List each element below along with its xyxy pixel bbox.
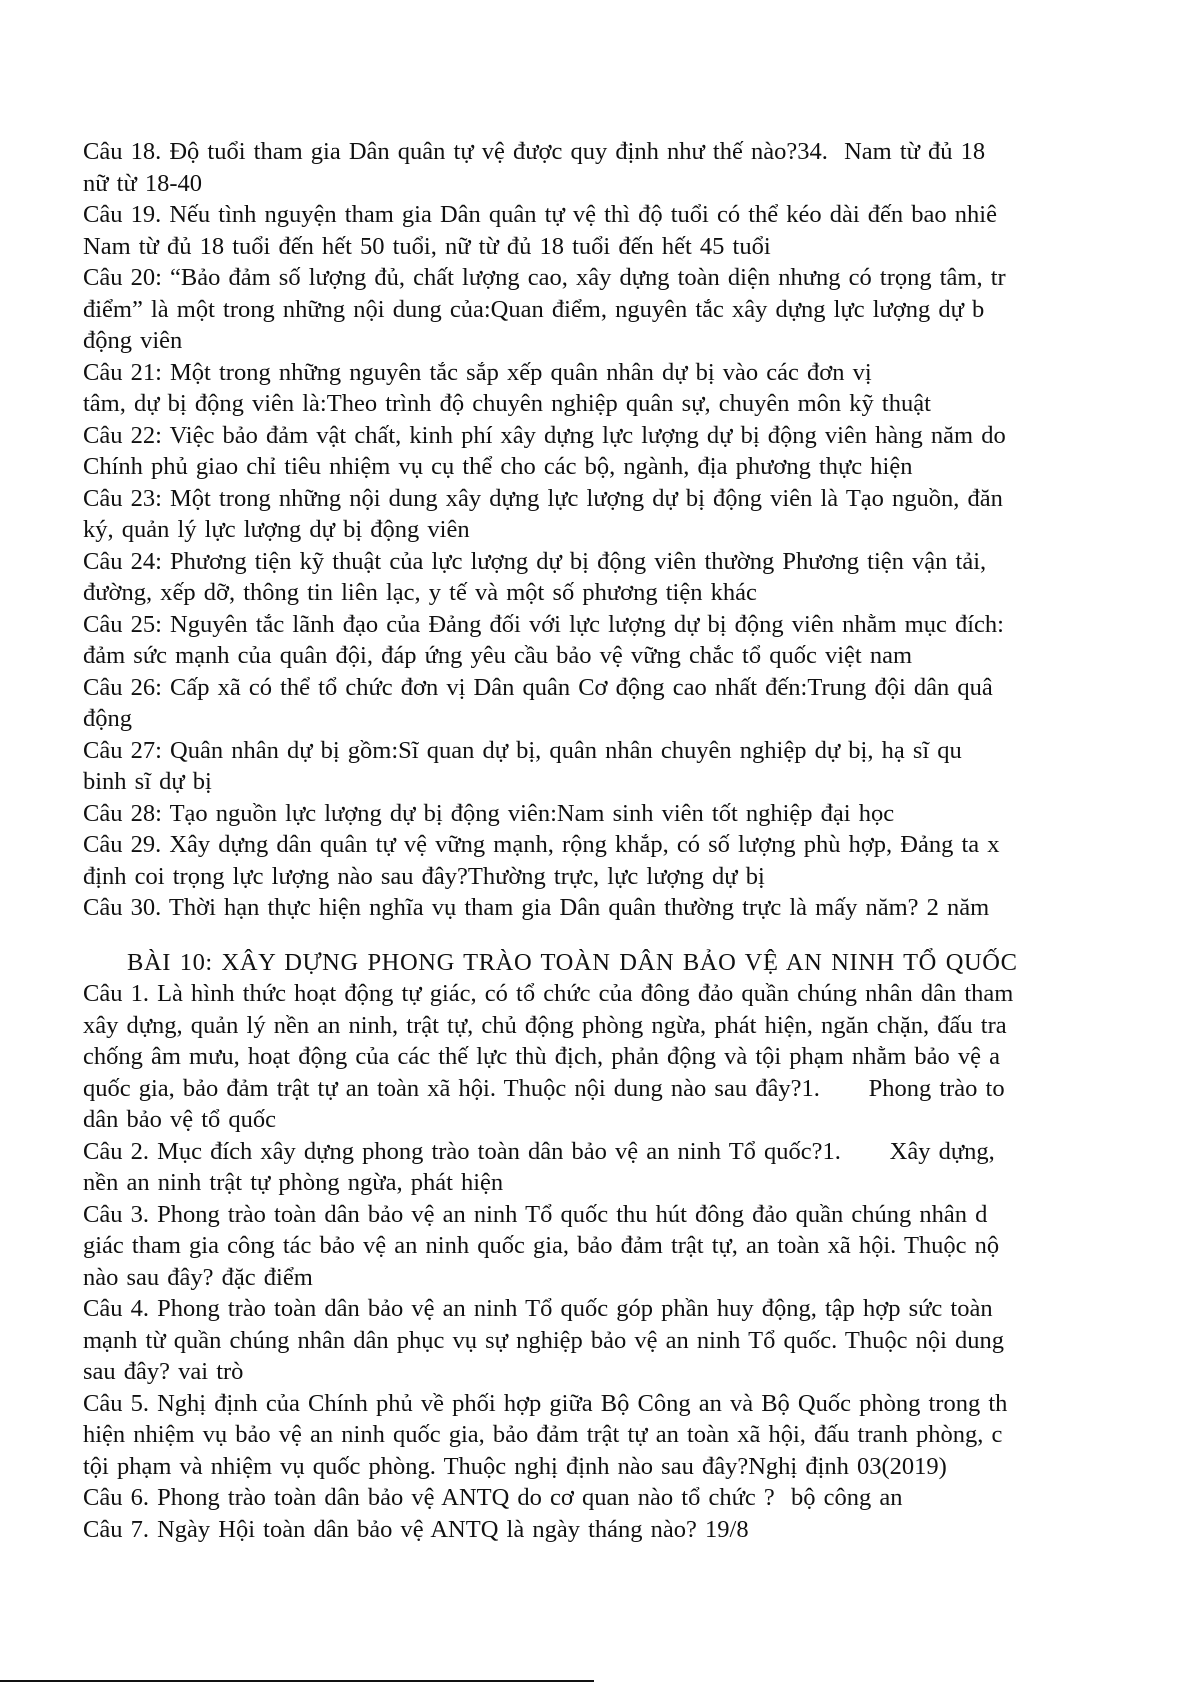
text-line: xây dựng, quản lý nền an ninh, trật tự, chủ động phòng ngừa, phát hiện, ngăn chặn, đấu tra <box>83 1011 1007 1039</box>
text-line: Câu 24: Phương tiện kỹ thuật của lực lượng dự bị động viên thường Phương tiện vận tải, <box>83 547 987 575</box>
text-line: Câu 2. Mục đích xây dựng phong trào toàn dân bảo vệ an ninh Tổ quốc?1. Xây dựng, <box>83 1137 995 1165</box>
text-line: Câu 23: Một trong những nội dung xây dựng lực lượng dự bị động viên là Tạo nguồn, đăn <box>83 484 1003 512</box>
text-line: Câu 5. Nghị định của Chính phủ về phối hợp giữa Bộ Công an và Bộ Quốc phòng trong th <box>83 1389 1008 1417</box>
text-line: Câu 7. Ngày Hội toàn dân bảo vệ ANTQ là ngày tháng nào? 19/8 <box>83 1515 749 1543</box>
text-line: hiện nhiệm vụ bảo vệ an ninh quốc gia, bảo đảm trật tự an toàn xã hội, đấu tranh phòng, c <box>83 1421 1003 1448</box>
text-line: nữ từ 18-40 <box>83 169 203 197</box>
text-line: Nam từ đủ 18 tuổi đến hết 50 tuổi, nữ từ đủ 18 tuổi đến hết 45 tuổi <box>83 232 771 260</box>
text-line: chống âm mưu, hoạt động của các thế lực thù địch, phản động và tội phạm nhằm bảo vệ a <box>83 1043 1001 1070</box>
text-line: Câu 19. Nếu tình nguyện tham gia Dân quân tự vệ thì độ tuổi có thể kéo dài đến bao nhiê <box>83 201 997 228</box>
text-line: Câu 3. Phong trào toàn dân bảo vệ an ninh Tổ quốc thu hút đông đảo quần chúng nhân d <box>83 1200 988 1228</box>
document-body <box>83 136 1191 1545</box>
text-line: nền an ninh trật tự phòng ngừa, phát hiện <box>83 1169 504 1196</box>
text-line: mạnh từ quần chúng nhân dân phục vụ sự nghiệp bảo vệ an ninh Tổ quốc. Thuộc nội dung <box>83 1326 1005 1354</box>
text-line: binh sĩ dự bị <box>83 768 212 795</box>
text-line: sau đây? vai trò <box>83 1358 244 1385</box>
text-line: động <box>83 705 132 732</box>
text-line: Câu 26: Cấp xã có thể tổ chức đơn vị Dân quân Cơ động cao nhất đến:Trung đội dân quâ <box>83 673 993 701</box>
text-line: Chính phủ giao chỉ tiêu nhiệm vụ cụ thể cho các bộ, ngành, địa phương thực hiện <box>83 453 913 480</box>
text-line: đường, xếp dỡ, thông tin liên lạc, y tế và một số phương tiện khác <box>83 579 757 606</box>
text-line: dân bảo vệ tổ quốc <box>83 1106 277 1133</box>
text-line: Câu 30. Thời hạn thực hiện nghĩa vụ tham gia Dân quân thường trực là mấy năm? 2 năm <box>83 894 990 921</box>
text-line: giác tham gia công tác bảo vệ an ninh quốc gia, bảo đảm trật tự, an toàn xã hội. Thuộc nộ <box>83 1232 1000 1259</box>
text-line: Câu 25: Nguyên tắc lãnh đạo của Đảng đối với lực lượng dự bị động viên nhằm mục đích: <box>83 610 1004 638</box>
section-heading: BÀI 10: XÂY DỰNG PHONG TRÀO TOÀN DÂN BẢO VỆ AN NINH TỔ QUỐC <box>127 948 1018 976</box>
blank-line <box>83 924 1191 947</box>
text-line: nào sau đây? đặc điểm <box>83 1263 313 1291</box>
text-line: đảm sức mạnh của quân đội, đáp ứng yêu cầu bảo vệ vững chắc tổ quốc việt nam <box>83 642 913 669</box>
footer-rule <box>0 1680 594 1682</box>
text-line: Câu 1. Là hình thức hoạt động tự giác, có tổ chức của đông đảo quần chúng nhân dân tham <box>83 980 1014 1007</box>
text-line: Câu 22: Việc bảo đảm vật chất, kinh phí xây dựng lực lượng dự bị động viên hàng năm do <box>83 421 1006 449</box>
text-line: Câu 21: Một trong những nguyên tắc sắp xếp quân nhân dự bị vào các đơn vị <box>83 358 872 386</box>
text-line: định coi trọng lực lượng nào sau đây?Thường trực, lực lượng dự bị <box>83 862 765 890</box>
text-line: Câu 28: Tạo nguồn lực lượng dự bị động viên:Nam sinh viên tốt nghiệp đại học <box>83 799 895 827</box>
text-line: Câu 20: “Bảo đảm số lượng đủ, chất lượng cao, xây dựng toàn diện nhưng có trọng tâm, tr <box>83 264 1006 291</box>
text-line: Câu 27: Quân nhân dự bị gồm:Sĩ quan dự bị, quân nhân chuyên nghiệp dự bị, hạ sĩ qu <box>83 736 962 764</box>
text-line: quốc gia, bảo đảm trật tự an toàn xã hội. Thuộc nội dung nào sau đây?1. Phong trào to <box>83 1074 1005 1102</box>
text-line: Câu 18. Độ tuổi tham gia Dân quân tự vệ được quy định như thế nào?34. Nam từ đủ 18 <box>83 138 986 165</box>
text-line: tội phạm và nhiệm vụ quốc phòng. Thuộc nghị định nào sau đây?Nghị định 03(2019) <box>83 1452 947 1480</box>
text-line: Câu 4. Phong trào toàn dân bảo vệ an ninh Tổ quốc góp phần huy động, tập hợp sức toàn <box>83 1295 993 1322</box>
text-line: tâm, dự bị động viên là:Theo trình độ chuyên nghiệp quân sự, chuyên môn kỹ thuật <box>83 390 931 417</box>
text-line: động viên <box>83 327 183 354</box>
text-line: Câu 29. Xây dựng dân quân tự vệ vững mạnh, rộng khắp, có số lượng phù hợp, Đảng ta x <box>83 831 1000 858</box>
text-line: điểm” là một trong những nội dung của:Quan điểm, nguyên tắc xây dựng lực lượng dự b <box>83 295 985 323</box>
text-line: Câu 6. Phong trào toàn dân bảo vệ ANTQ do cơ quan nào tổ chức ? bộ công an <box>83 1484 903 1511</box>
text-line: ký, quản lý lực lượng dự bị động viên <box>83 516 470 543</box>
